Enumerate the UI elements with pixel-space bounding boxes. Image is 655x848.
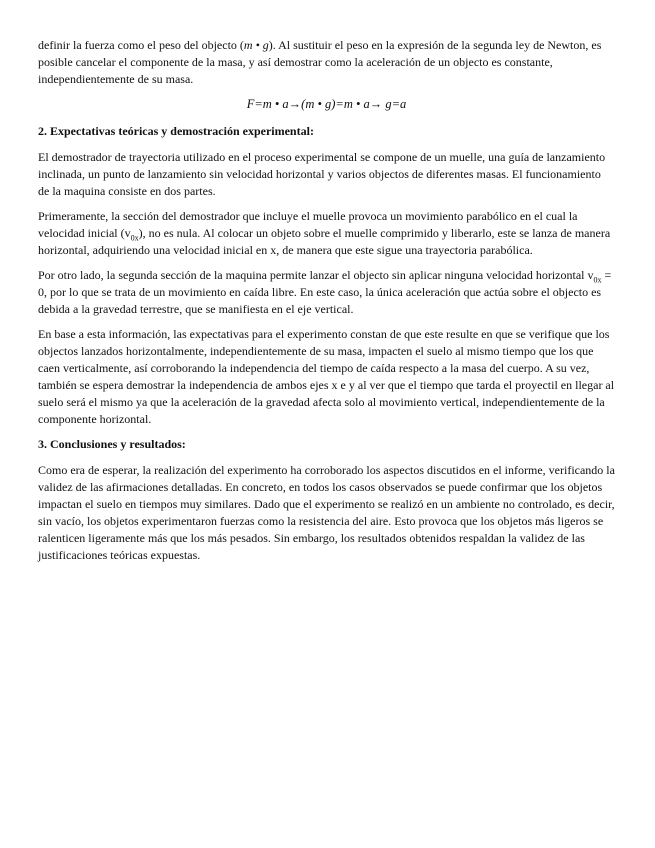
section-3-paragraph-1: Como era de esperar, la realización del experimento ha corroborado los aspectos discutidos en el informe, verificando la validez de las afirmaciones detalladas. En concreto, en todos los casos observados se puede confirmar que los objetos impactan el suelo en tiempos muy similares. Dado que el experimento se realizó en un ambiente no controlado, es decir, sin vacío, los objetos experimentaron fuerzas como la resistencia del aire. Esto provoca que los objetos más ligeros se ralenticen ligeramente más que los más pesados. Sin embargo, los resultados obtenidos respaldan la validez de las justificaciones teóricas expuestas. [38,463,615,562]
p3-text-post: = 0, por lo que se trata de un movimiento en caída libre. En este caso, la única aceleración que actúa sobre el objecto es debida a la gravedad terrestre, que se manifiesta en el eje vertical. [38,268,612,316]
section-2-paragraph-4: En base a esta información, las expectativas para el experimento constan de que este resulte en que se verifique que los objectos lanzados horizontalmente, independientemente de su masa, impacten el suelo al mismo tiempo que los que caen verticalmente, así corroborando la independencia del tiempo de caída respecto a la masa del cuerpo. A su vez, también se espera demostrar la independencia de ambos ejes x e y al ver que el tiempo que tarda el proyectil en llegar al suelo será el mismo ya que la aceleración de la gravedad afecta solo al movimiento vertical, independientemente de la componente horizontal. [38,327,615,426]
section-2-paragraph-3 [38,267,615,318]
intro-text-post: ). Al sustituir el peso en la expresión de la segunda ley de Newton, es posible cancelar el componente de la masa, y así demostrar como la aceleración de un objecto es constante, independientemente de su masa. [38,38,602,86]
p2-subscript: 0x [130,233,139,243]
p2-text-pre: Primeramente, la sección del demostrador que incluye el muelle provoca un movimiento parabólico en el cual la velocidad inicial (v [38,209,578,240]
p3-subscript: 0x [593,275,602,285]
inline-formula: m • g [243,38,269,52]
intro-text-pre: definir la fuerza como el peso del objecto ( [38,38,244,52]
newton-formula: F=m • a→(m • g)=m • a→ g=a [246,97,407,111]
section-2-paragraph-2 [38,208,615,259]
intro-paragraph [38,37,615,88]
p3-text-pre: Por otro lado, la segunda sección de la maquina permite lanzar el objecto sin aplicar ninguna velocidad horizontal v [38,268,594,282]
section-3-heading: 3. Conclusiones y resultados: [38,437,186,451]
section-2-heading: 2. Expectativas teóricas y demostración experimental: [38,124,314,138]
p2-text-post: ), no es nula. Al colocar un objeto sobre el muelle comprimido y liberarlo, este se lanza de manera horizontal, adquiriendo una velocidad inicial en x, de manera que este sigue una trayectoria parabólica. [38,226,611,257]
section-2-paragraph-1: El demostrador de trayectoria utilizado en el proceso experimental se compone de un muelle, una guía de lanzamiento inclinada, un punto de lanzamiento sin velocidad horizontal y varios objectos de diferentes masas. El funcionamiento de la maquina consiste en dos partes. [38,150,606,198]
